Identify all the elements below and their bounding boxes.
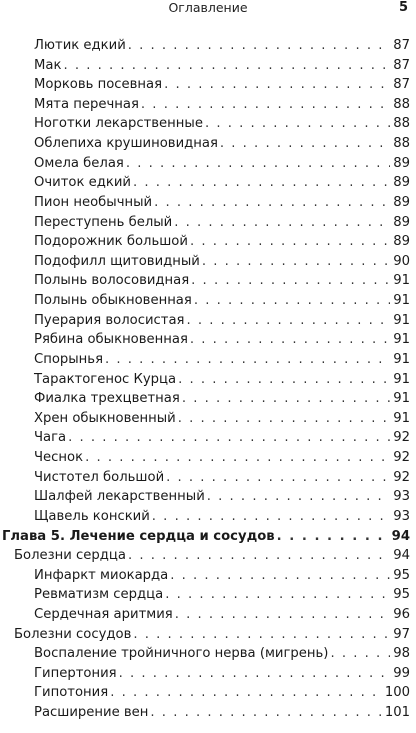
toc-entry: [34, 291, 410, 310]
toc-entry-title: Тарактогенос Курца: [34, 371, 177, 387]
toc-entry: [34, 134, 410, 153]
dot-leader: [170, 566, 390, 585]
toc-entry: [34, 330, 410, 349]
dot-leader: [128, 36, 390, 55]
toc-entry: [34, 566, 410, 585]
toc-entry: [34, 389, 410, 408]
toc-entry-page: 89: [393, 155, 410, 171]
dot-leader: [154, 193, 390, 212]
dot-leader: [277, 527, 389, 546]
toc-entry: [34, 703, 410, 722]
toc-entry-title: Подофилл щитовидный: [34, 253, 200, 269]
toc-entry: [34, 585, 410, 604]
dot-leader: [85, 448, 390, 467]
toc-entry-title: Рябина обыкновенная: [34, 332, 188, 348]
dot-leader: [194, 291, 390, 310]
toc-entry-title: Гипертония: [34, 665, 117, 681]
toc-entry-title: Фиалка трехцветная: [34, 391, 180, 407]
dot-leader: [205, 114, 390, 133]
dot-leader: [105, 350, 390, 369]
toc-entry-page: 95: [393, 587, 410, 603]
toc-entry-title: Болезни сердца: [14, 548, 126, 564]
toc-entry-page: 91: [393, 410, 410, 426]
dot-leader: [166, 468, 390, 487]
toc-entry-page: 87: [393, 77, 410, 93]
toc-entry: [34, 605, 410, 624]
toc-entry: [34, 664, 410, 683]
toc-entry-title: Шалфей лекарственный: [34, 489, 205, 505]
dot-leader: [191, 271, 390, 290]
toc-entry: [34, 448, 410, 467]
toc-entry-page: 91: [393, 312, 410, 328]
dot-leader: [133, 625, 390, 644]
dot-leader: [175, 605, 391, 624]
toc-entry: [34, 468, 410, 487]
toc-entry-page: 94: [391, 528, 410, 544]
toc-entry-page: 88: [393, 136, 410, 152]
toc-entry-title: Сердечная аритмия: [34, 606, 173, 622]
toc-entry: [34, 56, 410, 75]
toc-entry-title: Чеснок: [34, 450, 84, 466]
dot-leader: [150, 703, 381, 722]
dot-leader: [68, 428, 390, 447]
dot-leader: [164, 75, 390, 94]
toc-entry-title: Чистотел большой: [34, 469, 165, 485]
toc-entry: [34, 75, 410, 94]
toc-entry-page: 99: [393, 665, 410, 681]
toc-entry-title: Морковь посевная: [34, 77, 163, 93]
toc-entry-page: 100: [384, 685, 410, 701]
toc-entry-title: Спорынья: [34, 351, 104, 367]
toc-entry-title: Очиток едкий: [34, 175, 131, 191]
dot-leader: [190, 330, 390, 349]
toc-entry-page: 98: [393, 646, 410, 662]
dot-leader: [165, 585, 390, 604]
toc-chapter-heading: [2, 527, 410, 546]
toc-section-entry: [14, 546, 410, 565]
toc-entry-title: Полынь волосовидная: [34, 273, 190, 289]
toc-entry-title: Инфаркт миокарда: [34, 567, 169, 583]
toc-entry-title: Гипотония: [34, 685, 109, 701]
dot-leader: [63, 56, 390, 75]
toc-entry-page: 89: [393, 175, 410, 191]
dot-leader: [141, 95, 390, 114]
toc-entry-page: 89: [393, 214, 410, 230]
toc-entry-title: Хрен обыкновенный: [34, 410, 176, 426]
toc-entry: [34, 232, 410, 251]
dot-leader: [178, 370, 390, 389]
toc-entry-title: Полынь обыкновенная: [34, 293, 192, 309]
toc-entry-title: Ревматизм сердца: [34, 587, 164, 603]
toc-entry-page: 101: [384, 705, 410, 721]
toc-entry-title: Пуерария волосистая: [34, 312, 185, 328]
toc-entry-title: Облепиха крушиновидная: [34, 136, 218, 152]
toc-entry: [34, 114, 410, 133]
toc-entry-title: Глава 5. Лечение сердца и сосудов: [2, 528, 275, 544]
toc-entry-page: 92: [393, 430, 410, 446]
toc-entry: [34, 370, 410, 389]
running-header-title: Оглавление: [168, 0, 248, 15]
dot-leader: [178, 409, 391, 428]
dot-leader: [110, 683, 382, 702]
dot-leader: [152, 507, 390, 526]
toc-entry-title: Омела белая: [34, 155, 124, 171]
page-number: 5: [398, 0, 408, 15]
toc-entry: [34, 252, 410, 271]
toc-entry-title: Пион необычный: [34, 194, 153, 210]
toc-entry-page: 89: [393, 194, 410, 210]
toc-entry-page: 90: [393, 253, 410, 269]
toc-entry-page: 93: [393, 508, 410, 524]
dot-leader: [126, 154, 390, 173]
toc-entry-page: 91: [393, 391, 410, 407]
toc-entry-title: Чага: [34, 430, 67, 446]
toc-entry-page: 88: [393, 116, 410, 132]
toc-entry-title: Расширение вен: [34, 705, 149, 721]
dot-leader: [119, 664, 391, 683]
toc-entry-page: 92: [393, 450, 410, 466]
toc-section-entry: [14, 625, 410, 644]
dot-leader: [330, 644, 390, 663]
toc-entry-page: 89: [393, 234, 410, 250]
toc-entry-title: Щавель конский: [34, 508, 150, 524]
toc-entry-page: 95: [393, 567, 410, 583]
toc-entry: [34, 683, 410, 702]
dot-leader: [133, 173, 390, 192]
toc-entry: [34, 154, 410, 173]
dot-leader: [202, 252, 390, 271]
toc-entry-page: 91: [393, 273, 410, 289]
toc-entry: [34, 36, 410, 55]
toc-entry-page: 93: [393, 489, 410, 505]
dot-leader: [190, 232, 390, 251]
toc-entry-page: 88: [393, 96, 410, 112]
toc-entry-title: Лютик едкий: [34, 38, 126, 53]
toc-entry-page: 96: [393, 606, 410, 622]
toc-entry: [34, 350, 410, 369]
toc-entry-page: 97: [393, 626, 410, 642]
toc-entry-title: Переступень белый: [34, 214, 173, 230]
toc-entry-title: Ноготки лекарственные: [34, 116, 203, 132]
toc-entry-page: 91: [393, 371, 410, 387]
toc-entry-page: 94: [393, 548, 410, 564]
toc-entry-title: Болезни сосудов: [14, 626, 132, 642]
toc-entry-page: 91: [393, 293, 410, 309]
toc-entry-page: 92: [393, 469, 410, 485]
toc-entry: [34, 644, 410, 663]
toc-entry: [34, 271, 410, 290]
toc-entry-title: Мак: [34, 57, 62, 73]
dot-leader: [186, 311, 390, 330]
dot-leader: [182, 389, 390, 408]
toc-entry: [34, 507, 410, 526]
toc-entry: [34, 409, 410, 428]
toc-entry: [34, 213, 410, 232]
dot-leader: [220, 134, 390, 153]
toc-entry-page: 87: [393, 38, 410, 53]
toc-entry: [34, 193, 410, 212]
dot-leader: [128, 546, 390, 565]
toc-entry: [34, 487, 410, 506]
toc-entry: [34, 311, 410, 330]
toc-entry-title: Мята перечная: [34, 96, 139, 112]
dot-leader: [207, 487, 390, 506]
dot-leader: [174, 213, 390, 232]
toc-entry: [34, 95, 410, 114]
toc-entry: [34, 428, 410, 447]
toc-entry: [34, 173, 410, 192]
toc-entry-page: 91: [393, 332, 410, 348]
toc-entry-title: Подорожник большой: [34, 234, 188, 250]
toc-entry-title: Воспаление тройничного нерва (мигрень): [34, 646, 329, 662]
toc-entry-page: 87: [393, 57, 410, 73]
toc-entry-page: 91: [393, 351, 410, 367]
